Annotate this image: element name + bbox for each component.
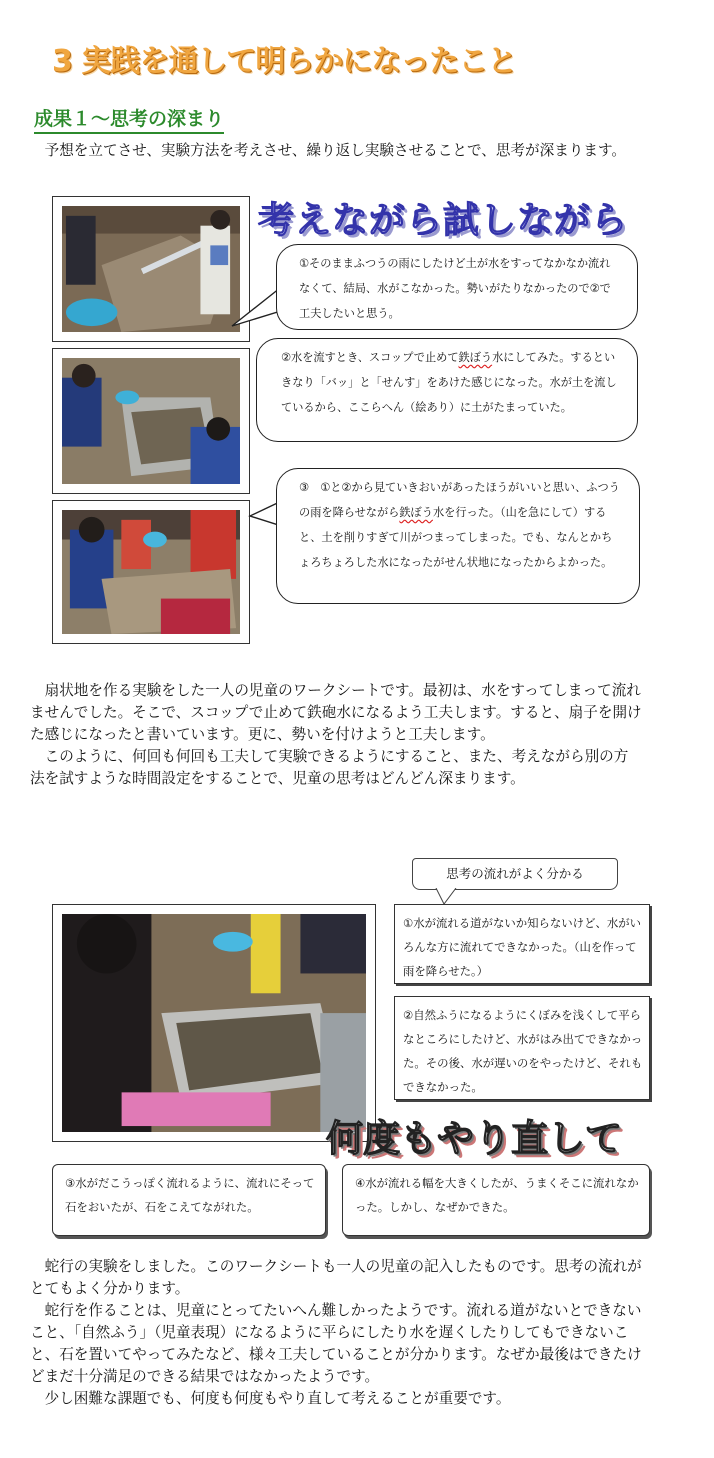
photo-1 xyxy=(62,206,240,332)
bubble-3-pre: ③ ①と②から見ていきおいがあったほうがいいと思い、ふつうの雨を降らせながら xyxy=(299,481,620,519)
speech-bubble-1 xyxy=(230,244,640,330)
para1-line-2: このように、何回も何回も工夫して実験できるようにすること、また、考えながら別の方法を試すような時間設定をすることで、児童の思考はどんどん深まります。 xyxy=(30,748,629,787)
bubble-3-text xyxy=(276,468,640,604)
flow-tag: 思考の流れがよく分かる xyxy=(412,858,618,890)
bubble-2-post: 水にしてみた。するといきなり「バッ」と「せんす」をあけた感じになった。水が土を流しているから、ここらへん（絵あり）に土がたまっていた。 xyxy=(281,351,617,414)
paragraph-block-1 xyxy=(30,680,642,790)
step-1-box: ①水が流れる道がないか知らないけど、水がいろんな方に流れてできなかった。（山を作って雨を降らせた。） xyxy=(394,904,650,984)
photo-4-frame xyxy=(52,904,376,1142)
para2-line-1: 蛇行の実験をしました。このワークシートも一人の児童の記入したものです。思考の流れがとてもよく分かります。 xyxy=(30,1258,642,1297)
bubble-3-post: 水を行った。（山を急にして）すると、土を削りすぎて川がつまってしまった。でも、なんとかちょろちょろした水になったがせん状地になったからよかった。 xyxy=(299,506,613,569)
bubble-1-text: ①そのままふつうの雨にしたけど土が水をすってなかなか流れなくて、結局、水がこなかった。勢いがたりなかったので②で工夫したいと思う。 xyxy=(276,244,638,330)
photo-2-frame xyxy=(52,348,250,494)
speech-bubble-2 xyxy=(250,338,640,444)
para2-line-3: 少し困難な課題でも、何度も何度もやり直して考えることが重要です。 xyxy=(44,1390,511,1407)
step-2-box: ②自然ふうになるようにくぼみを浅くして平らなところにしたけど、水がはみ出てできなかった。その後、水が遅いのをやったけど、それもできなかった。 xyxy=(394,996,650,1100)
step-3-card: ③水がだこうっぽく流れるように、流れにそって石をおいたが、石をこえてながれた。 xyxy=(52,1164,326,1236)
speech-bubble-3 xyxy=(244,468,644,606)
paragraph-block-2 xyxy=(30,1256,642,1410)
deco-title-try: 考えながら試しながら xyxy=(258,200,629,241)
photo-2 xyxy=(62,358,240,484)
para2-line-2: 蛇行を作ることは、児童にとってたいへん難しかったようです。流れる道がないとできないこと、「自然ふう」（児童表現）になるように平らにしたり水を遅くしたりしてもできないこと、石を置いてやってみたなど、様々工夫していることが分かります。なぜか最後はできたけどまだ十分満足のできる結果ではなかったようです。 xyxy=(30,1302,642,1385)
bubble-2-pre: ②水を流すとき、スコップで止めて xyxy=(281,351,459,364)
subtitle: 成果１〜思考の深まり xyxy=(34,104,224,134)
bubble-2-wavy: 鉄ぼう xyxy=(458,351,493,364)
photo-4 xyxy=(62,914,366,1132)
deco-title-redo: 何度もやり直して xyxy=(326,1117,622,1160)
bubble-2-text xyxy=(256,338,638,442)
step-4-card: ④水が流れる幅を大きくしたが、うまくそこに流れなかった。しかし、なぜかできた。 xyxy=(342,1164,650,1236)
intro-paragraph: 予想を立てさせ、実験方法を考えさせ、繰り返し実験させることで、思考が深まります。 xyxy=(44,142,627,159)
photo-3 xyxy=(62,510,240,634)
photo-3-frame xyxy=(52,500,250,644)
section-title: 3 実践を通して明らかになったこと xyxy=(52,44,517,79)
bubble-3-wavy: 鉄ぼう xyxy=(399,506,433,519)
photo-1-frame xyxy=(52,196,250,342)
para1-line-1: 扇状地を作る実験をした一人の児童のワークシートです。最初は、水をすってしまって流れませんでした。そこで、スコップで止めて鉄砲水になるよう工夫します。すると、扇子を開けた感じになったと書いています。更に、勢いを付けようと工夫します。 xyxy=(30,682,642,743)
